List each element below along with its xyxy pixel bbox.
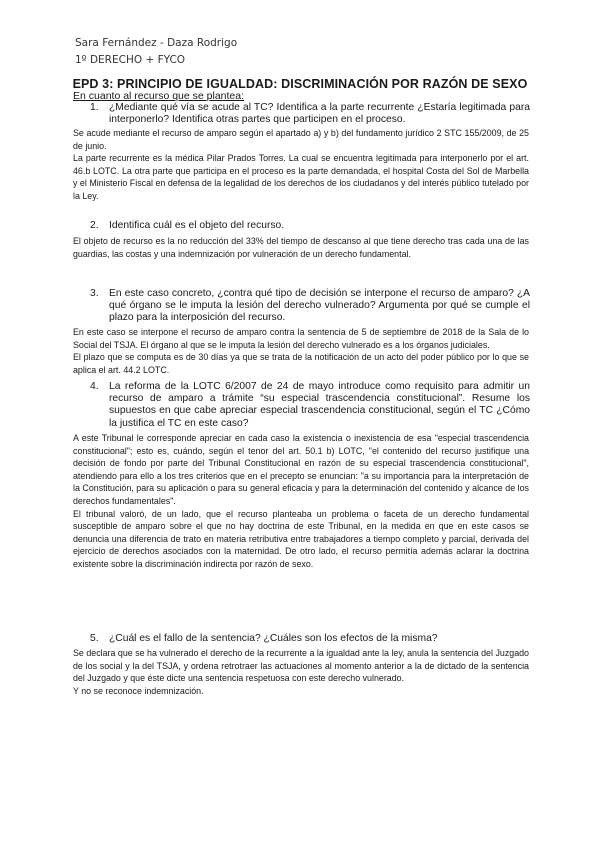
answer-paragraph: La parte recurrente es la médica Pilar Prados Torres. La cual se encuentra legitimada para interponerlo por el art. 46.b LOTC. La otra parte que participa en el proceso es la parte demandada, el hospital Costa del Sol de Marbella y el Ministerio Fiscal en defensa de la legalidad de los derechos de los ciudadanos y del interés público tutelado por la Ley. <box>73 153 529 201</box>
answer-4 <box>73 432 529 571</box>
question-text: En este caso concreto, ¿contra qué tipo de decisión se interpone el recurso de amparo? ¿A qué órgano se le imputa la lesión del derecho vulnerado? Argumenta por qué se cumple el plazo para la interposición del recurso. <box>109 288 530 324</box>
answer-paragraph: En este caso se interpone el recurso de amparo contra la sentencia de 5 de septiembre de 2018 de la Sala de lo Social del TSJA. El órgano al que se le imputa la lesión del derecho vulnerado es a los órganos judiciales. <box>73 327 529 350</box>
answer-3 <box>73 326 529 376</box>
question-number: 5. <box>90 633 99 644</box>
question-number: 3. <box>90 288 99 299</box>
question-number: 1. <box>90 102 99 113</box>
question-2 <box>90 220 530 232</box>
answer-paragraph: A este Tribunal le corresponde apreciar en cada caso la existencia o inexistencia de esa "especial trascendencia constitucional"; esto es, cuándo, según el tenor del art. 50.1 b) LOTC, "el contenido del recurso justifique una decisión de fondo por parte del Tribunal Constitucional en razón de su especial trascendencia constitucional", atendiendo para ello a los tres criterios que en el precepto se enuncian: "a su importancia para la interpretación de la Constitución, para su aplicación o para su general eficacia y para la determinación del contenido y alcance de los derechos fundamentales". <box>73 433 529 506</box>
document-title: EPD 3: PRINCIPIO DE IGUALDAD: DISCRIMINACIÓN POR RAZÓN DE SEXO <box>72 77 528 91</box>
question-text: ¿Cuál es el fallo de la sentencia? ¿Cuáles son los efectos de la misma? <box>109 633 438 644</box>
question-number: 2. <box>90 220 99 231</box>
answer-paragraph: Se acude mediante el recurso de amparo según el apartado a) y b) del fundamento jurídico 2 STC 155/2009, de 25 de junio. <box>73 128 529 151</box>
answer-paragraph: Se declara que se ha vulnerado el derecho de la recurrente a la igualdad ante la ley, anula la sentencia del Juzgado de los social y la del TSJA, y ordena retrotraer las actuaciones al momento anterior a la de dictado de la sentencia del Juzgado y que éste dicte una sentencia respetuosa con este derecho vulnerado. <box>73 648 529 684</box>
question-text: ¿Mediante qué vía se acude al TC? Identifica a la parte recurrente ¿Estaría legitimada para interponerlo? Identifica otras partes que participen en el proceso. <box>109 102 530 126</box>
course-name: 1º DERECHO + FYCO <box>75 54 186 66</box>
question-5 <box>90 633 530 645</box>
question-text: Identifica cuál es el objeto del recurso. <box>109 220 285 231</box>
answer-5 <box>73 647 529 697</box>
answer-1 <box>73 127 529 203</box>
answer-paragraph: El plazo que se computa es de 30 días ya que se trata de la notificación de un acto del poder público por lo que se aplica el art. 44.2 LOTC. <box>73 352 529 375</box>
question-number: 4. <box>90 381 99 392</box>
answer-paragraph: Y no se reconoce indemnización. <box>73 685 204 696</box>
answer-paragraph: El objeto de recurso es la no reducción del 33% del tiempo de descanso al que tiene derecho tras cada una de las guardias, las costas y una indemnización por vulneración de un derecho fundamental. <box>73 236 529 259</box>
author-name: Sara Fernández - Daza Rodrigo <box>75 37 238 49</box>
question-3 <box>90 288 530 325</box>
answer-2 <box>73 235 529 260</box>
question-4 <box>90 381 530 430</box>
question-1 <box>90 102 530 126</box>
subheading: En cuanto al recurso que se plantea: <box>73 90 245 102</box>
answer-paragraph: El tribunal valoró, de un lado, que el recurso planteaba un problema o faceta de un derecho fundamental susceptible de amparo sobre el que no hay doctrina de este Tribunal, en la medida en que en este casos se denuncia una diferencia de trato en materia retributiva entre trabajadores a tiempo completo y parcial, derivada del ejercicio de derechos asociados con la maternidad. De otro lado, el recurso permitía además aclarar la doctrina existente sobre la discriminación indirecta por razón de sexo. <box>73 508 529 569</box>
question-text: La reforma de la LOTC 6/2007 de 24 de mayo introduce como requisito para admitir un recurso de amparo a trámite “su especial trascendencia constitucional”. Resume los supuestos en que cabe apreciar especial trascendencia constitucional, según el TC ¿Cómo la justifica el TC en este caso? <box>109 381 530 429</box>
